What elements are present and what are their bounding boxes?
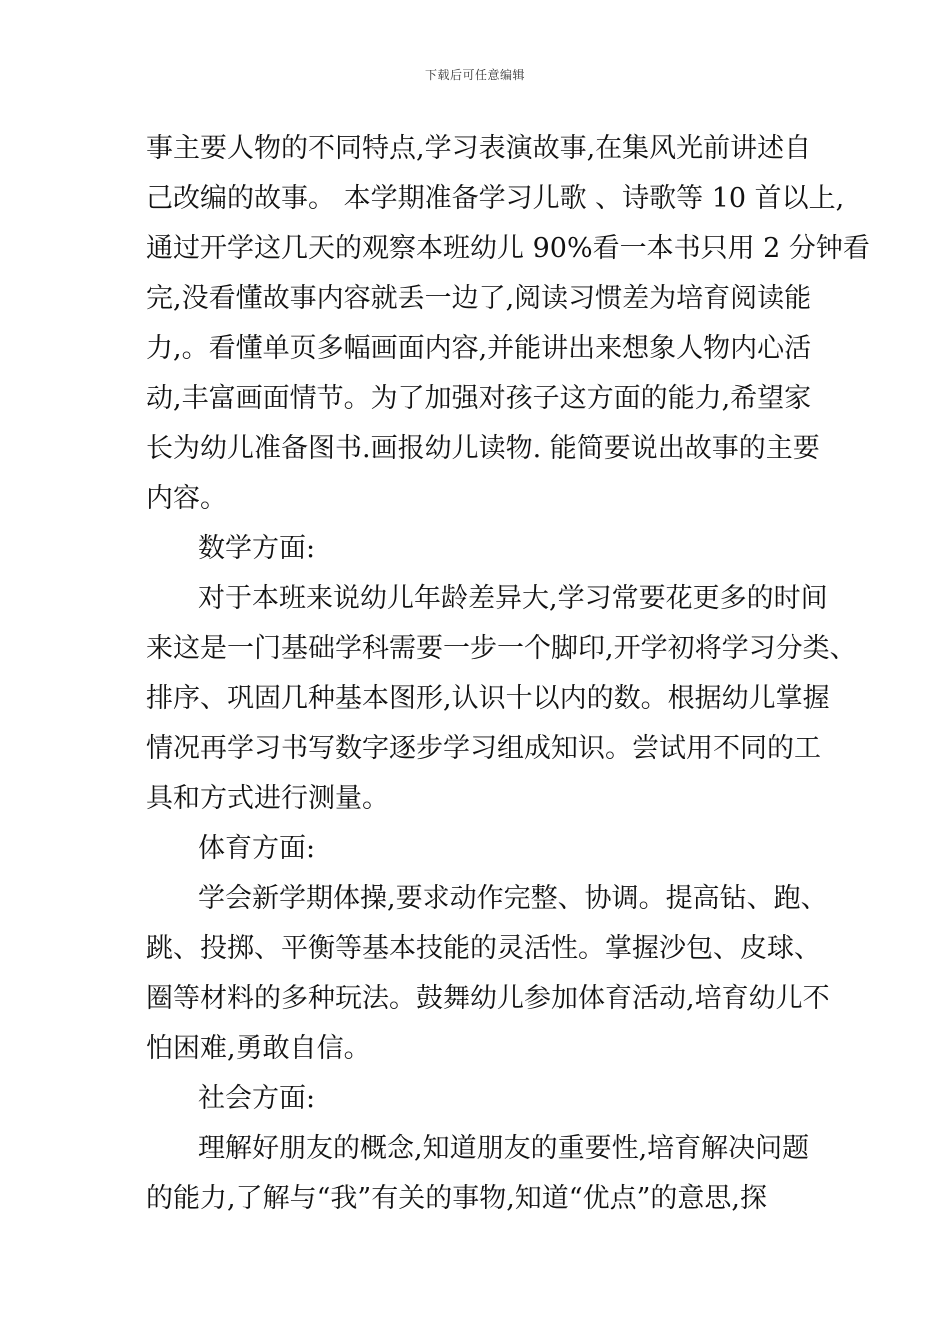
body-line: 通过开学这几天的观察本班幼儿 90%看一本书只用 2 分钟看 [146, 233, 870, 264]
body-line: 怕困难,勇敢自信。 [146, 1033, 371, 1064]
body-line: 排序、巩固几种基本图形,认识十以内的数。根据幼儿掌握 [146, 683, 830, 714]
body-line: 对于本班来说幼儿年龄差异大,学习常要花更多的时间 [198, 583, 828, 614]
section-heading-social: 社会方面: [198, 1083, 316, 1114]
section-heading-math: 数学方面: [198, 533, 316, 564]
body-line: 圈等材料的多种玩法。鼓舞幼儿参加体育活动,培育幼儿不 [146, 983, 830, 1014]
body-line: 具和方式进行测量。 [146, 783, 389, 814]
body-line: 情况再学习书写数字逐步学习组成知识。尝试用不同的工 [146, 733, 821, 764]
section-heading-pe: 体育方面: [198, 833, 316, 864]
body-line: 力,。看懂单页多幅画面内容,并能讲出来想象人物内心活 [146, 333, 812, 364]
body-line: 理解好朋友的概念,知道朋友的重要性,培育解决问题 [198, 1133, 810, 1164]
body-line: 长为幼儿准备图书.画报幼儿读物. 能简要说出故事的主要 [146, 433, 820, 464]
body-line: 来这是一门基础学科需要一步一个脚印,开学初将学习分类、 [146, 633, 857, 664]
body-line: 完,没看懂故事内容就丢一边了,阅读习惯差为培育阅读能 [146, 283, 812, 314]
body-line: 的能力,了解与“我”有关的事物,知道“优点”的意思,探 [146, 1183, 767, 1214]
body-line: 跳、投掷、平衡等基本技能的灵活性。掌握沙包、皮球、 [146, 933, 821, 964]
body-line: 动,丰富画面情节。为了加强对孩子这方面的能力,希望家 [146, 383, 812, 414]
body-line: 学会新学期体操,要求动作完整、协调。提高钻、跑、 [198, 883, 828, 914]
page-header: 下载后可任意编辑 [424, 68, 525, 82]
body-line: 事主要人物的不同特点,学习表演故事,在集风光前讲述自 [146, 133, 812, 164]
body-line: 己改编的故事。 本学期准备学习儿歌 、诗歌等 10 首以上, [146, 183, 845, 214]
body-line: 内容。 [146, 483, 227, 514]
